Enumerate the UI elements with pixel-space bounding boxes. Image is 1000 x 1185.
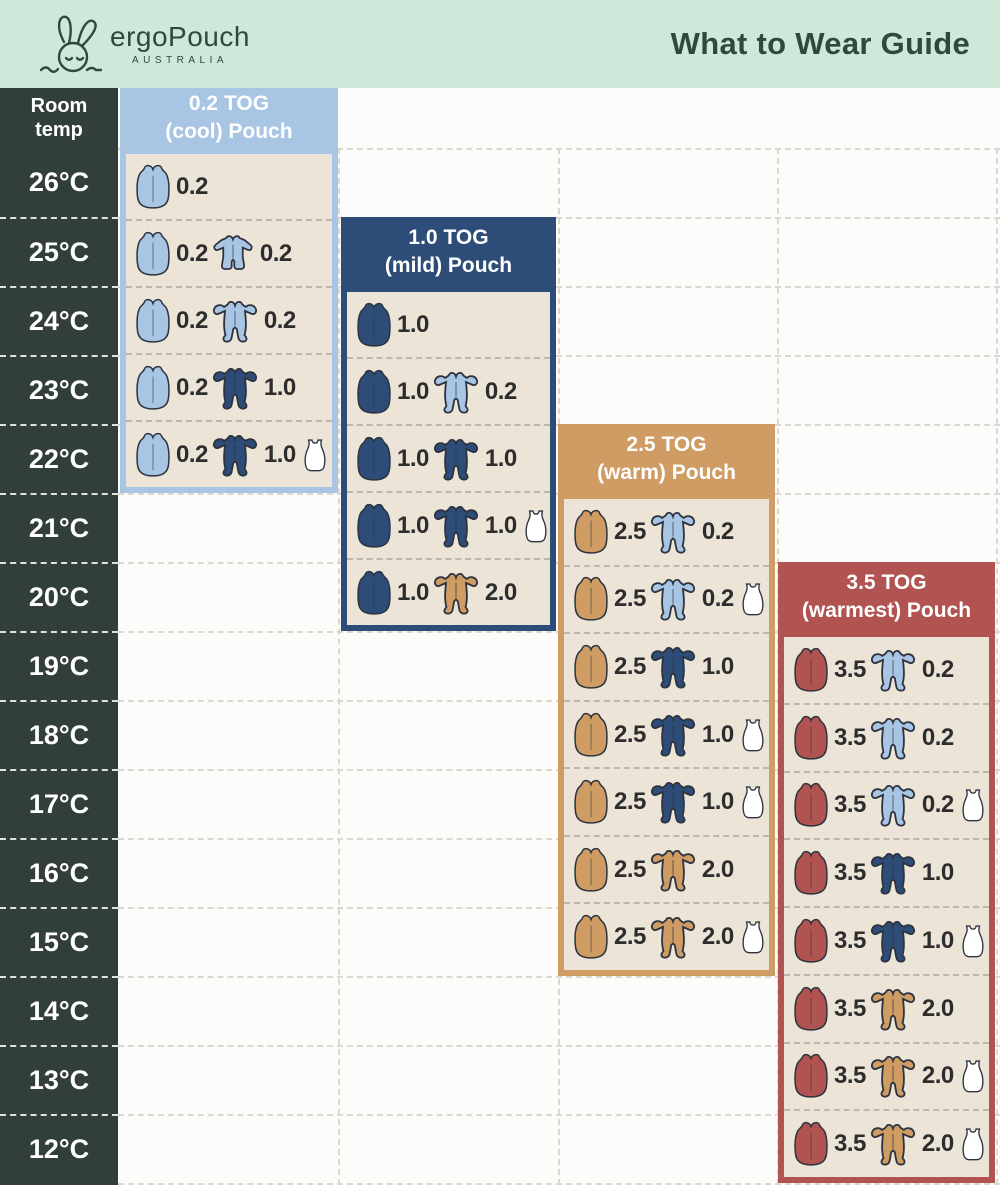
onesie-icon xyxy=(868,646,918,694)
outfit-item xyxy=(355,366,429,418)
tog-value: 3.5 xyxy=(834,723,866,751)
tog-value: 2.5 xyxy=(614,855,646,883)
outfit-item xyxy=(792,847,866,899)
tog-panel-header xyxy=(341,217,556,286)
outfit-row-24C xyxy=(347,292,550,357)
tog-value: 2.5 xyxy=(614,923,646,951)
tog-panel-body xyxy=(341,286,556,631)
sleep-pouch-icon xyxy=(134,429,172,481)
outfit-item xyxy=(648,778,734,826)
outfit-item xyxy=(648,508,734,556)
outfit-row-26C xyxy=(126,154,332,219)
tog-value: 0.2 xyxy=(701,585,734,613)
outfit-item xyxy=(572,911,646,963)
outfit-item xyxy=(648,643,734,691)
tog-panel-tog-0-2 xyxy=(120,88,338,493)
gridline-vertical xyxy=(996,148,998,1185)
onesie-icon xyxy=(648,643,698,691)
outfit-row-19C xyxy=(564,632,769,700)
tog-value: 2.0 xyxy=(921,1130,954,1158)
sleep-pouch-icon xyxy=(792,1050,830,1102)
outfit-row-18C xyxy=(564,700,769,768)
onesie-icon xyxy=(648,508,698,556)
outfit-item xyxy=(956,919,990,963)
outfit-item xyxy=(792,779,866,831)
sleep-pouch-icon xyxy=(572,844,610,896)
temp-cell xyxy=(0,976,118,1045)
temp-cells xyxy=(0,148,118,1183)
tog-panel-title-line1: 3.5 TOG xyxy=(846,570,927,594)
onesie-icon xyxy=(648,711,698,759)
sleep-pouch-icon xyxy=(572,709,610,761)
brand-text xyxy=(110,20,250,66)
temp-label: 23°C xyxy=(28,375,90,405)
singlet-icon xyxy=(736,915,770,959)
outfit-item xyxy=(648,711,734,759)
outfit-item xyxy=(648,575,734,623)
tog-value: 0.2 xyxy=(176,306,208,334)
outfit-row-18C xyxy=(784,703,989,771)
temp-label: 19°C xyxy=(28,651,90,681)
singlet-icon xyxy=(956,783,990,827)
tog-value: 0.2 xyxy=(176,440,208,468)
tog-value: 1.0 xyxy=(263,440,296,468)
tog-value: 3.5 xyxy=(834,994,866,1022)
tog-value: 2.0 xyxy=(701,923,734,951)
tog-panel-body xyxy=(120,148,338,493)
tog-panel-body xyxy=(558,493,775,976)
outfit-item xyxy=(572,709,646,761)
outfit-item xyxy=(210,364,296,412)
tog-value: 2.5 xyxy=(614,585,646,613)
temp-label: 14°C xyxy=(28,996,90,1026)
singlet-icon xyxy=(736,780,770,824)
guide-board xyxy=(0,88,1000,1185)
tog-panel-title-line2: (warmest) Pouch xyxy=(801,598,972,622)
outfit-row-21C xyxy=(347,491,550,558)
outfit-item xyxy=(134,228,208,280)
tog-value: 1.0 xyxy=(701,652,734,680)
tog-value: 2.0 xyxy=(701,855,734,883)
tog-value: 2.5 xyxy=(614,652,646,680)
room-temp-header: Room temp xyxy=(30,95,88,141)
sleep-pouch-icon xyxy=(134,161,172,213)
outfit-row-22C xyxy=(126,420,332,487)
temp-label: 25°C xyxy=(28,237,90,267)
romper-icon xyxy=(210,232,256,275)
temp-label: 26°C xyxy=(28,167,90,197)
outfit-row-17C xyxy=(784,771,989,839)
onesie-icon xyxy=(868,781,918,829)
temp-label: 22°C xyxy=(28,444,90,474)
tog-value: 1.0 xyxy=(397,578,429,606)
outfit-row-12C xyxy=(784,1109,989,1177)
outfit-item xyxy=(648,846,734,894)
sleep-pouch-icon xyxy=(355,299,393,351)
onesie-icon xyxy=(210,431,260,479)
outfit-item xyxy=(792,983,866,1035)
outfit-item xyxy=(431,368,517,416)
outfit-item xyxy=(572,506,646,558)
tog-value: 1.0 xyxy=(397,377,429,405)
tog-panel-title-line1: 1.0 TOG xyxy=(408,225,489,249)
sleep-pouch-icon xyxy=(355,433,393,485)
tog-value: 0.2 xyxy=(176,373,208,401)
sleep-pouch-icon xyxy=(792,983,830,1035)
onesie-icon xyxy=(868,1120,918,1168)
outfit-row-20C xyxy=(347,558,550,625)
tog-value: 2.0 xyxy=(921,994,954,1022)
sleep-pouch-icon xyxy=(355,366,393,418)
gridline-vertical xyxy=(338,148,340,1185)
temp-cell xyxy=(0,562,118,631)
outfit-item xyxy=(431,502,517,550)
tog-value: 3.5 xyxy=(834,655,866,683)
outfit-item xyxy=(956,783,990,827)
tog-value: 1.0 xyxy=(397,310,429,338)
outfit-item xyxy=(298,433,332,477)
sleep-pouch-icon xyxy=(572,506,610,558)
outfit-item xyxy=(355,299,429,351)
outfit-item xyxy=(792,1050,866,1102)
outfit-item xyxy=(868,849,954,897)
onesie-icon xyxy=(431,502,481,550)
singlet-icon xyxy=(956,1054,990,1098)
outfit-row-25C xyxy=(126,219,332,286)
sleep-pouch-icon xyxy=(572,641,610,693)
outfit-item xyxy=(134,161,208,213)
onesie-icon xyxy=(648,575,698,623)
sleep-pouch-icon xyxy=(792,644,830,696)
singlet-icon xyxy=(736,577,770,621)
outfit-row-15C xyxy=(564,902,769,970)
outfit-row-23C xyxy=(347,357,550,424)
outfit-row-16C xyxy=(564,835,769,903)
outfit-item xyxy=(868,781,954,829)
outfit-item xyxy=(792,915,866,967)
outfit-item xyxy=(648,913,734,961)
outfit-row-16C xyxy=(784,838,989,906)
tog-value: 0.2 xyxy=(259,239,292,267)
tog-value: 1.0 xyxy=(263,373,296,401)
outfit-item xyxy=(736,577,770,621)
outfit-item xyxy=(431,569,517,617)
temp-cell xyxy=(0,286,118,355)
tog-panel-body xyxy=(778,631,995,1183)
tog-value: 3.5 xyxy=(834,791,866,819)
outfit-item xyxy=(519,504,553,548)
tog-value: 0.2 xyxy=(484,377,517,405)
outfit-item xyxy=(792,712,866,764)
temp-cell xyxy=(0,631,118,700)
brand-name: ergoPouch xyxy=(110,20,250,52)
outfit-item xyxy=(956,1054,990,1098)
tog-value: 1.0 xyxy=(921,859,954,887)
tog-value: 2.5 xyxy=(614,788,646,816)
singlet-icon xyxy=(736,713,770,757)
tog-value: 1.0 xyxy=(701,788,734,816)
tog-value: 1.0 xyxy=(484,444,517,472)
outfit-item xyxy=(355,567,429,619)
tog-value: 2.0 xyxy=(921,1062,954,1090)
temp-label: 16°C xyxy=(28,858,90,888)
temp-cell xyxy=(0,700,118,769)
sleep-pouch-icon xyxy=(355,500,393,552)
onesie-icon xyxy=(648,913,698,961)
tog-value: 2.5 xyxy=(614,517,646,545)
sleep-pouch-icon xyxy=(134,228,172,280)
temp-cell xyxy=(0,217,118,286)
outfit-row-15C xyxy=(784,906,989,974)
tog-panel-title-line1: 0.2 TOG xyxy=(188,92,270,116)
sleep-pouch-icon xyxy=(572,776,610,828)
tog-value: 0.2 xyxy=(263,306,296,334)
onesie-icon xyxy=(431,435,481,483)
singlet-icon xyxy=(956,1122,990,1166)
tog-panel-title-line2: (mild) Pouch xyxy=(384,253,513,277)
sleep-pouch-icon xyxy=(792,847,830,899)
bunny-logo-icon xyxy=(40,12,102,76)
temp-label: 17°C xyxy=(28,789,90,819)
sleep-pouch-icon xyxy=(355,567,393,619)
tog-value: 1.0 xyxy=(397,511,429,539)
tog-value: 0.2 xyxy=(921,791,954,819)
sleep-pouch-icon xyxy=(792,712,830,764)
top-header xyxy=(0,0,1000,88)
temp-label: 20°C xyxy=(28,582,90,612)
tog-value: 1.0 xyxy=(921,926,954,954)
outfit-row-20C xyxy=(564,565,769,633)
tog-panel-title-line2: (warm) Pouch xyxy=(597,460,736,484)
onesie-icon xyxy=(210,297,260,345)
onesie-icon xyxy=(868,714,918,762)
temp-label: 18°C xyxy=(28,720,90,750)
temp-label: 12°C xyxy=(28,1134,90,1164)
tog-panel-tog-1-0 xyxy=(341,217,556,631)
temp-cell xyxy=(0,148,118,217)
temp-cell xyxy=(0,493,118,562)
sleep-pouch-icon xyxy=(572,573,610,625)
outfit-item xyxy=(572,573,646,625)
outfit-item xyxy=(868,646,954,694)
outfit-row-22C xyxy=(347,424,550,491)
temp-label: 21°C xyxy=(28,513,90,543)
temp-cell xyxy=(0,1045,118,1114)
outfit-item xyxy=(355,500,429,552)
tog-value: 1.0 xyxy=(701,720,734,748)
onesie-icon xyxy=(868,917,918,965)
tog-value: 1.0 xyxy=(484,511,517,539)
outfit-row-19C xyxy=(784,637,989,703)
outfit-item xyxy=(210,232,292,275)
tog-value: 0.2 xyxy=(176,239,208,267)
temp-label: 15°C xyxy=(28,927,90,957)
outfit-row-14C xyxy=(784,974,989,1042)
tog-value: 2.0 xyxy=(484,578,517,606)
outfit-item xyxy=(736,915,770,959)
outfit-item xyxy=(572,844,646,896)
outfit-item xyxy=(134,295,208,347)
outfit-row-21C xyxy=(564,499,769,565)
onesie-icon xyxy=(648,778,698,826)
temp-cell xyxy=(0,769,118,838)
tog-value: 3.5 xyxy=(834,1062,866,1090)
sleep-pouch-icon xyxy=(792,779,830,831)
tog-value: 2.5 xyxy=(614,720,646,748)
sleep-pouch-icon xyxy=(134,295,172,347)
tog-panel-tog-3-5 xyxy=(778,562,995,1183)
singlet-icon xyxy=(956,919,990,963)
outfit-item xyxy=(868,1052,954,1100)
tog-value: 0.2 xyxy=(921,723,954,751)
outfit-item xyxy=(134,429,208,481)
outfit-row-23C xyxy=(126,353,332,420)
sleep-pouch-icon xyxy=(792,1118,830,1170)
tog-value: 0.2 xyxy=(921,655,954,683)
temp-cell xyxy=(0,424,118,493)
temp-cell xyxy=(0,1114,118,1183)
outfit-item xyxy=(431,435,517,483)
temp-cell xyxy=(0,355,118,424)
tog-panel-title-line1: 2.5 TOG xyxy=(626,432,707,456)
tog-value: 3.5 xyxy=(834,1130,866,1158)
tog-panel-header xyxy=(558,424,775,493)
outfit-item xyxy=(134,362,208,414)
outfit-item xyxy=(868,1120,954,1168)
page-title: What to Wear Guide xyxy=(670,26,970,61)
onesie-icon xyxy=(431,368,481,416)
outfit-item xyxy=(572,776,646,828)
onesie-icon xyxy=(868,985,918,1033)
singlet-icon xyxy=(298,433,332,477)
tog-value: 3.5 xyxy=(834,926,866,954)
onesie-icon xyxy=(431,569,481,617)
temp-label: 24°C xyxy=(28,306,90,336)
singlet-icon xyxy=(519,504,553,548)
outfit-item xyxy=(355,433,429,485)
outfit-item xyxy=(792,1118,866,1170)
tog-value: 1.0 xyxy=(397,444,429,472)
onesie-icon xyxy=(648,846,698,894)
tog-panel-title-line2: (cool) Pouch xyxy=(165,120,293,143)
brand-logo xyxy=(40,12,250,76)
outfit-item xyxy=(572,641,646,693)
outfit-item xyxy=(868,714,954,762)
outfit-row-24C xyxy=(126,286,332,353)
outfit-item xyxy=(736,780,770,824)
onesie-icon xyxy=(868,849,918,897)
temp-cell xyxy=(0,907,118,976)
outfit-item xyxy=(210,297,296,345)
temp-cell xyxy=(0,838,118,907)
tog-panel-header xyxy=(778,562,995,631)
outfit-row-17C xyxy=(564,767,769,835)
outfit-item xyxy=(868,985,954,1033)
tog-panel-tog-2-5 xyxy=(558,424,775,976)
outfit-item xyxy=(956,1122,990,1166)
brand-subtitle: AUSTRALIA xyxy=(132,54,229,66)
outfit-item xyxy=(736,713,770,757)
sleep-pouch-icon xyxy=(792,915,830,967)
temp-label: 13°C xyxy=(28,1065,90,1095)
outfit-item xyxy=(792,644,866,696)
sleep-pouch-icon xyxy=(572,911,610,963)
outfit-item xyxy=(868,917,954,965)
tog-value: 3.5 xyxy=(834,859,866,887)
onesie-icon xyxy=(868,1052,918,1100)
tog-panel-header xyxy=(120,88,338,148)
sleep-pouch-icon xyxy=(134,362,172,414)
room-temp-column xyxy=(0,88,118,1185)
outfit-row-13C xyxy=(784,1042,989,1110)
tog-value: 0.2 xyxy=(176,172,208,200)
tog-value: 0.2 xyxy=(701,517,734,545)
outfit-item xyxy=(210,431,296,479)
onesie-icon xyxy=(210,364,260,412)
